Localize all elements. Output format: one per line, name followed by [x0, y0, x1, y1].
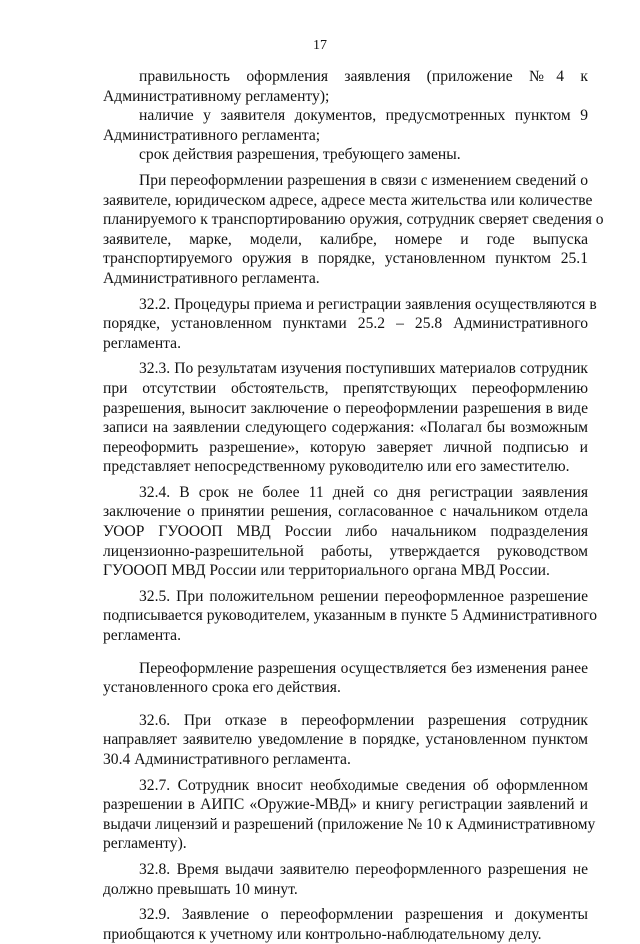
text-line: 32.6. При отказе в переоформлении разрешения сотрудник — [139, 711, 588, 729]
text-line: транспортируемого оружия в порядке, установленном пунктом 25.1 — [103, 250, 588, 268]
text-line: выдачи лицензий и разрешений (приложение № 10 к Административному — [103, 815, 596, 833]
text-line: порядке, установленном пунктами 25.2 – 25.8 Административного — [103, 315, 588, 333]
text-line: правильность оформления заявления (приложение №4 к — [139, 68, 588, 85]
text-line: заявителе, юридическом адресе, адресе места жительства или количестве — [103, 191, 593, 209]
text-line: ГУОООП МВД России или территориального органа МВД России. — [103, 562, 550, 580]
paragraph-p11 — [103, 776, 596, 854]
text-line: разрешении в АИПС «Оружие-МВД» и книгу регистрации заявлений и — [103, 796, 588, 814]
text-line: 32.2. Процедуры приема и регистрации заявления осуществляются в — [139, 295, 597, 313]
text-line: должно превышать 10 минут. — [103, 880, 298, 898]
paragraph-p4 — [103, 171, 604, 289]
paragraph-p13 — [103, 905, 588, 944]
text-line: планируемого к транспортированию оружия, сотрудник сверяет сведения о — [103, 211, 604, 229]
text-line: Административного регламента; — [103, 126, 321, 144]
text-line: приобщаются к учетному или контрольно-наблюдательному делу. — [103, 925, 542, 943]
text-line: при отсутствии обстоятельств, препятствующих переоформлению — [103, 379, 588, 397]
text-line: Административному регламенту); — [103, 87, 330, 105]
text-line: направляет заявителю уведомление в порядке, установленном пунктом — [103, 731, 588, 749]
text-line: При переоформлении разрешения в связи с изменением сведений о — [139, 171, 588, 189]
paragraph-p8 — [103, 587, 597, 646]
paragraph-p5 — [103, 295, 597, 354]
text-line: записи на заявлении следующего содержания: «Полагал бы возможным — [103, 419, 588, 437]
text-line: представляет непосредственному руководителю или его заместителю. — [103, 458, 570, 476]
text-line: наличие у заявителя документов, предусмотренных пунктом 9 — [139, 107, 588, 125]
text-line: срок действия разрешения, требующего замены. — [139, 146, 461, 164]
paragraph-p12 — [103, 860, 588, 899]
paragraph-p7 — [103, 483, 588, 581]
text-line: лицензионно-разрешительной работы, утверждается руководством — [103, 542, 588, 560]
text-line: Административного регламента. — [103, 269, 320, 287]
text-line: регламента. — [103, 627, 181, 645]
text-line: заключение о принятии решения, согласованное с начальником отдела — [103, 503, 588, 521]
paragraph-p2 — [103, 106, 588, 145]
paragraph-p6 — [103, 359, 588, 477]
text-line: Переоформление разрешения осуществляется без изменения ранее — [139, 659, 588, 677]
text-line: разрешения, выносит заключение о переоформлении разрешения в виде — [103, 399, 588, 417]
text-line: регламента. — [103, 334, 181, 352]
paragraph-p1 — [103, 67, 588, 106]
document-body — [103, 67, 604, 944]
paragraph-p9 — [103, 659, 588, 698]
text-line: 32.5. При положительном решении переоформленное разрешение — [139, 587, 588, 605]
text-line: установленного срока его действия. — [103, 679, 341, 697]
text-line: 32.9. Заявление о переоформлении разрешения и документы — [139, 906, 588, 924]
page-number: 17 — [313, 38, 327, 53]
text-line: 30.4 Административного регламента. — [103, 751, 351, 768]
text-line: 32.3. По результатам изучения поступивших материалов сотрудник — [139, 360, 588, 378]
paragraph-p10 — [103, 711, 588, 770]
text-line: 32.8. Время выдачи заявителю переоформленного разрешения не — [139, 860, 588, 878]
paragraph-p3 — [103, 145, 588, 165]
text-line: переоформить разрешение», которую заверяет личной подписью и — [103, 438, 588, 456]
text-line: регламенту). — [103, 835, 187, 853]
text-line: УООР ГУОООП МВД России либо начальником подразделения — [103, 523, 588, 541]
text-line: подписывается руководителем, указанным в пункте 5 Административного — [103, 607, 597, 625]
text-line: заявителе, марке, модели, калибре, номере и годе выпуска — [103, 230, 588, 248]
text-line: 32.4. В срок не более 11 дней со дня регистрации заявления — [139, 483, 588, 501]
text-line: 32.7. Сотрудник вносит необходимые сведения об оформленном — [139, 776, 588, 794]
